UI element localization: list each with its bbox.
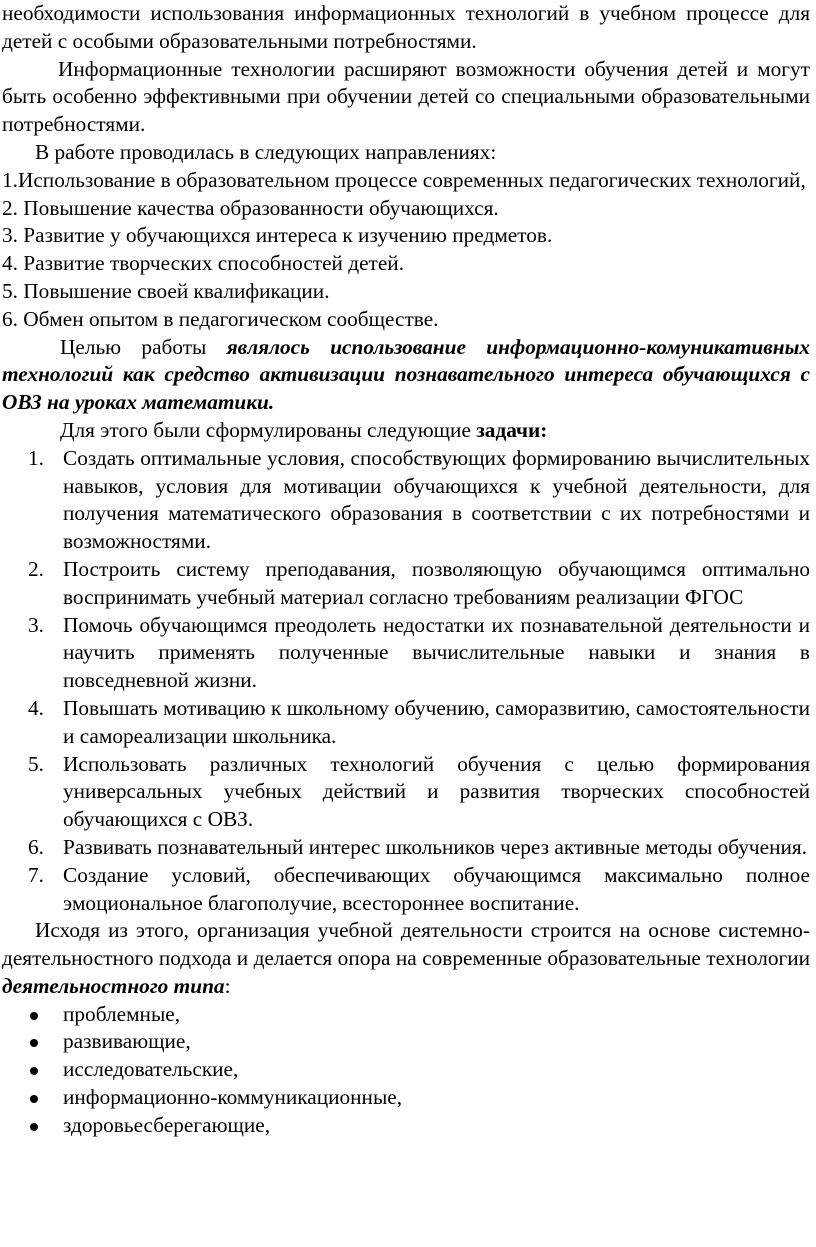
task-number: 2.	[28, 556, 44, 581]
task-item	[2, 751, 810, 834]
task-number: 7.	[28, 862, 44, 887]
tasks-intro-emphasis: задачи:	[476, 417, 548, 442]
direction-item: 6. Обмен опытом в педагогическом сообществе.	[2, 306, 439, 331]
task-item	[2, 695, 810, 751]
task-text: Создание условий, обеспечивающих обучающимся максимально полное эмоциональное благополучие, всестороннее воспитание.	[63, 862, 810, 915]
technology-item	[2, 1056, 810, 1084]
direction-item: 4. Развитие творческих способностей детей.	[2, 251, 405, 276]
intro-tail-paragraph: необходимости использования информационных технологий в учебном процессе для детей с особыми образовательными потребностями.	[2, 1, 810, 53]
approach-paragraph	[2, 917, 810, 1000]
bullet-icon	[30, 1039, 38, 1047]
technology-item	[2, 1028, 810, 1056]
task-text: Создать оптимальные условия, способствующих формированию вычислительных навыков, условия для мотивации обучающихся к учебной деятельности, для получения математического образования в соответствии с их потребностями и возможностями.	[63, 445, 810, 554]
technology-text: исследовательские,	[63, 1057, 239, 1082]
goal-paragraph	[2, 334, 810, 417]
direction-item: 1.Использование в образовательном процессе современных педагогических технологий,	[2, 167, 806, 192]
task-item	[2, 445, 810, 556]
task-number: 6.	[28, 834, 44, 859]
it-paragraph: Информационные технологии расширяют возможности обучения детей и могут быть особенно эффективными при обучении детей со специальными образовательными потребностями.	[2, 56, 810, 137]
bullet-icon	[30, 1067, 38, 1075]
bullet-icon	[30, 1123, 38, 1131]
task-item	[2, 834, 810, 862]
goal-lead: Целью работы	[60, 334, 227, 359]
directions-list	[2, 167, 810, 334]
technology-item	[2, 1001, 810, 1029]
approach-tail: :	[224, 973, 231, 998]
direction-item: 3. Развитие у обучающихся интереса к изучению предметов.	[2, 223, 553, 248]
bullet-icon	[30, 1012, 38, 1020]
goal-emphasis: являлось использование информационно-комуникативных технологий как средство активизации познавательного интереса обучающихся с ОВЗ на уроках математики.	[2, 334, 811, 415]
task-number: 5.	[28, 751, 44, 776]
task-text: Повышать мотивацию к школьному обучению, саморазвитию, самостоятельности и самореализации школьника.	[63, 695, 810, 748]
direction-item: 2. Повышение качества образованности обучающихся.	[2, 195, 499, 220]
directions-intro: В работе проводилась в следующих направлениях:	[35, 139, 497, 164]
tasks-intro-lead: Для этого были сформулированы следующие	[60, 417, 477, 442]
technology-item	[2, 1112, 810, 1140]
direction-item: 5. Повышение своей квалификации.	[2, 278, 330, 303]
task-item	[2, 556, 810, 612]
technology-text: здоровьесберегающие,	[63, 1112, 271, 1137]
technology-text: развивающие,	[63, 1029, 191, 1054]
approach-emphasis: деятельностного типа	[2, 973, 225, 998]
approach-lead: Исходя из этого, организация учебной деятельности строится на основе системно-деятельностного подхода и делается опора на современные образовательные технологии	[2, 918, 810, 971]
task-text: Использовать различных технологий обучения с целью формирования универсальных учебных действий и развития творческих способностей обучающихся с ОВЗ.	[63, 751, 810, 832]
task-item	[2, 862, 810, 918]
technology-item	[2, 1084, 810, 1112]
technologies-list	[2, 1001, 810, 1140]
task-number: 3.	[28, 612, 44, 637]
task-text: Развивать познавательный интерес школьников через активные методы обучения.	[63, 834, 807, 859]
technology-text: проблемные,	[63, 1001, 181, 1026]
task-item	[2, 612, 810, 695]
technology-text: информационно-коммуникационные,	[63, 1085, 403, 1110]
task-text: Помочь обучающимся преодолеть недостатки их познавательной деятельности и научить применять полученные вычислительные навыки и знания в повседневной жизни.	[63, 612, 810, 693]
task-number: 1.	[28, 445, 44, 470]
tasks-intro	[2, 417, 810, 445]
bullet-icon	[30, 1095, 38, 1103]
task-text: Построить систему преподавания, позволяющую обучающимся оптимально воспринимать учебный материал согласно требованиям реализации ФГОС	[63, 556, 810, 609]
tasks-list	[2, 445, 810, 918]
task-number: 4.	[28, 695, 44, 720]
